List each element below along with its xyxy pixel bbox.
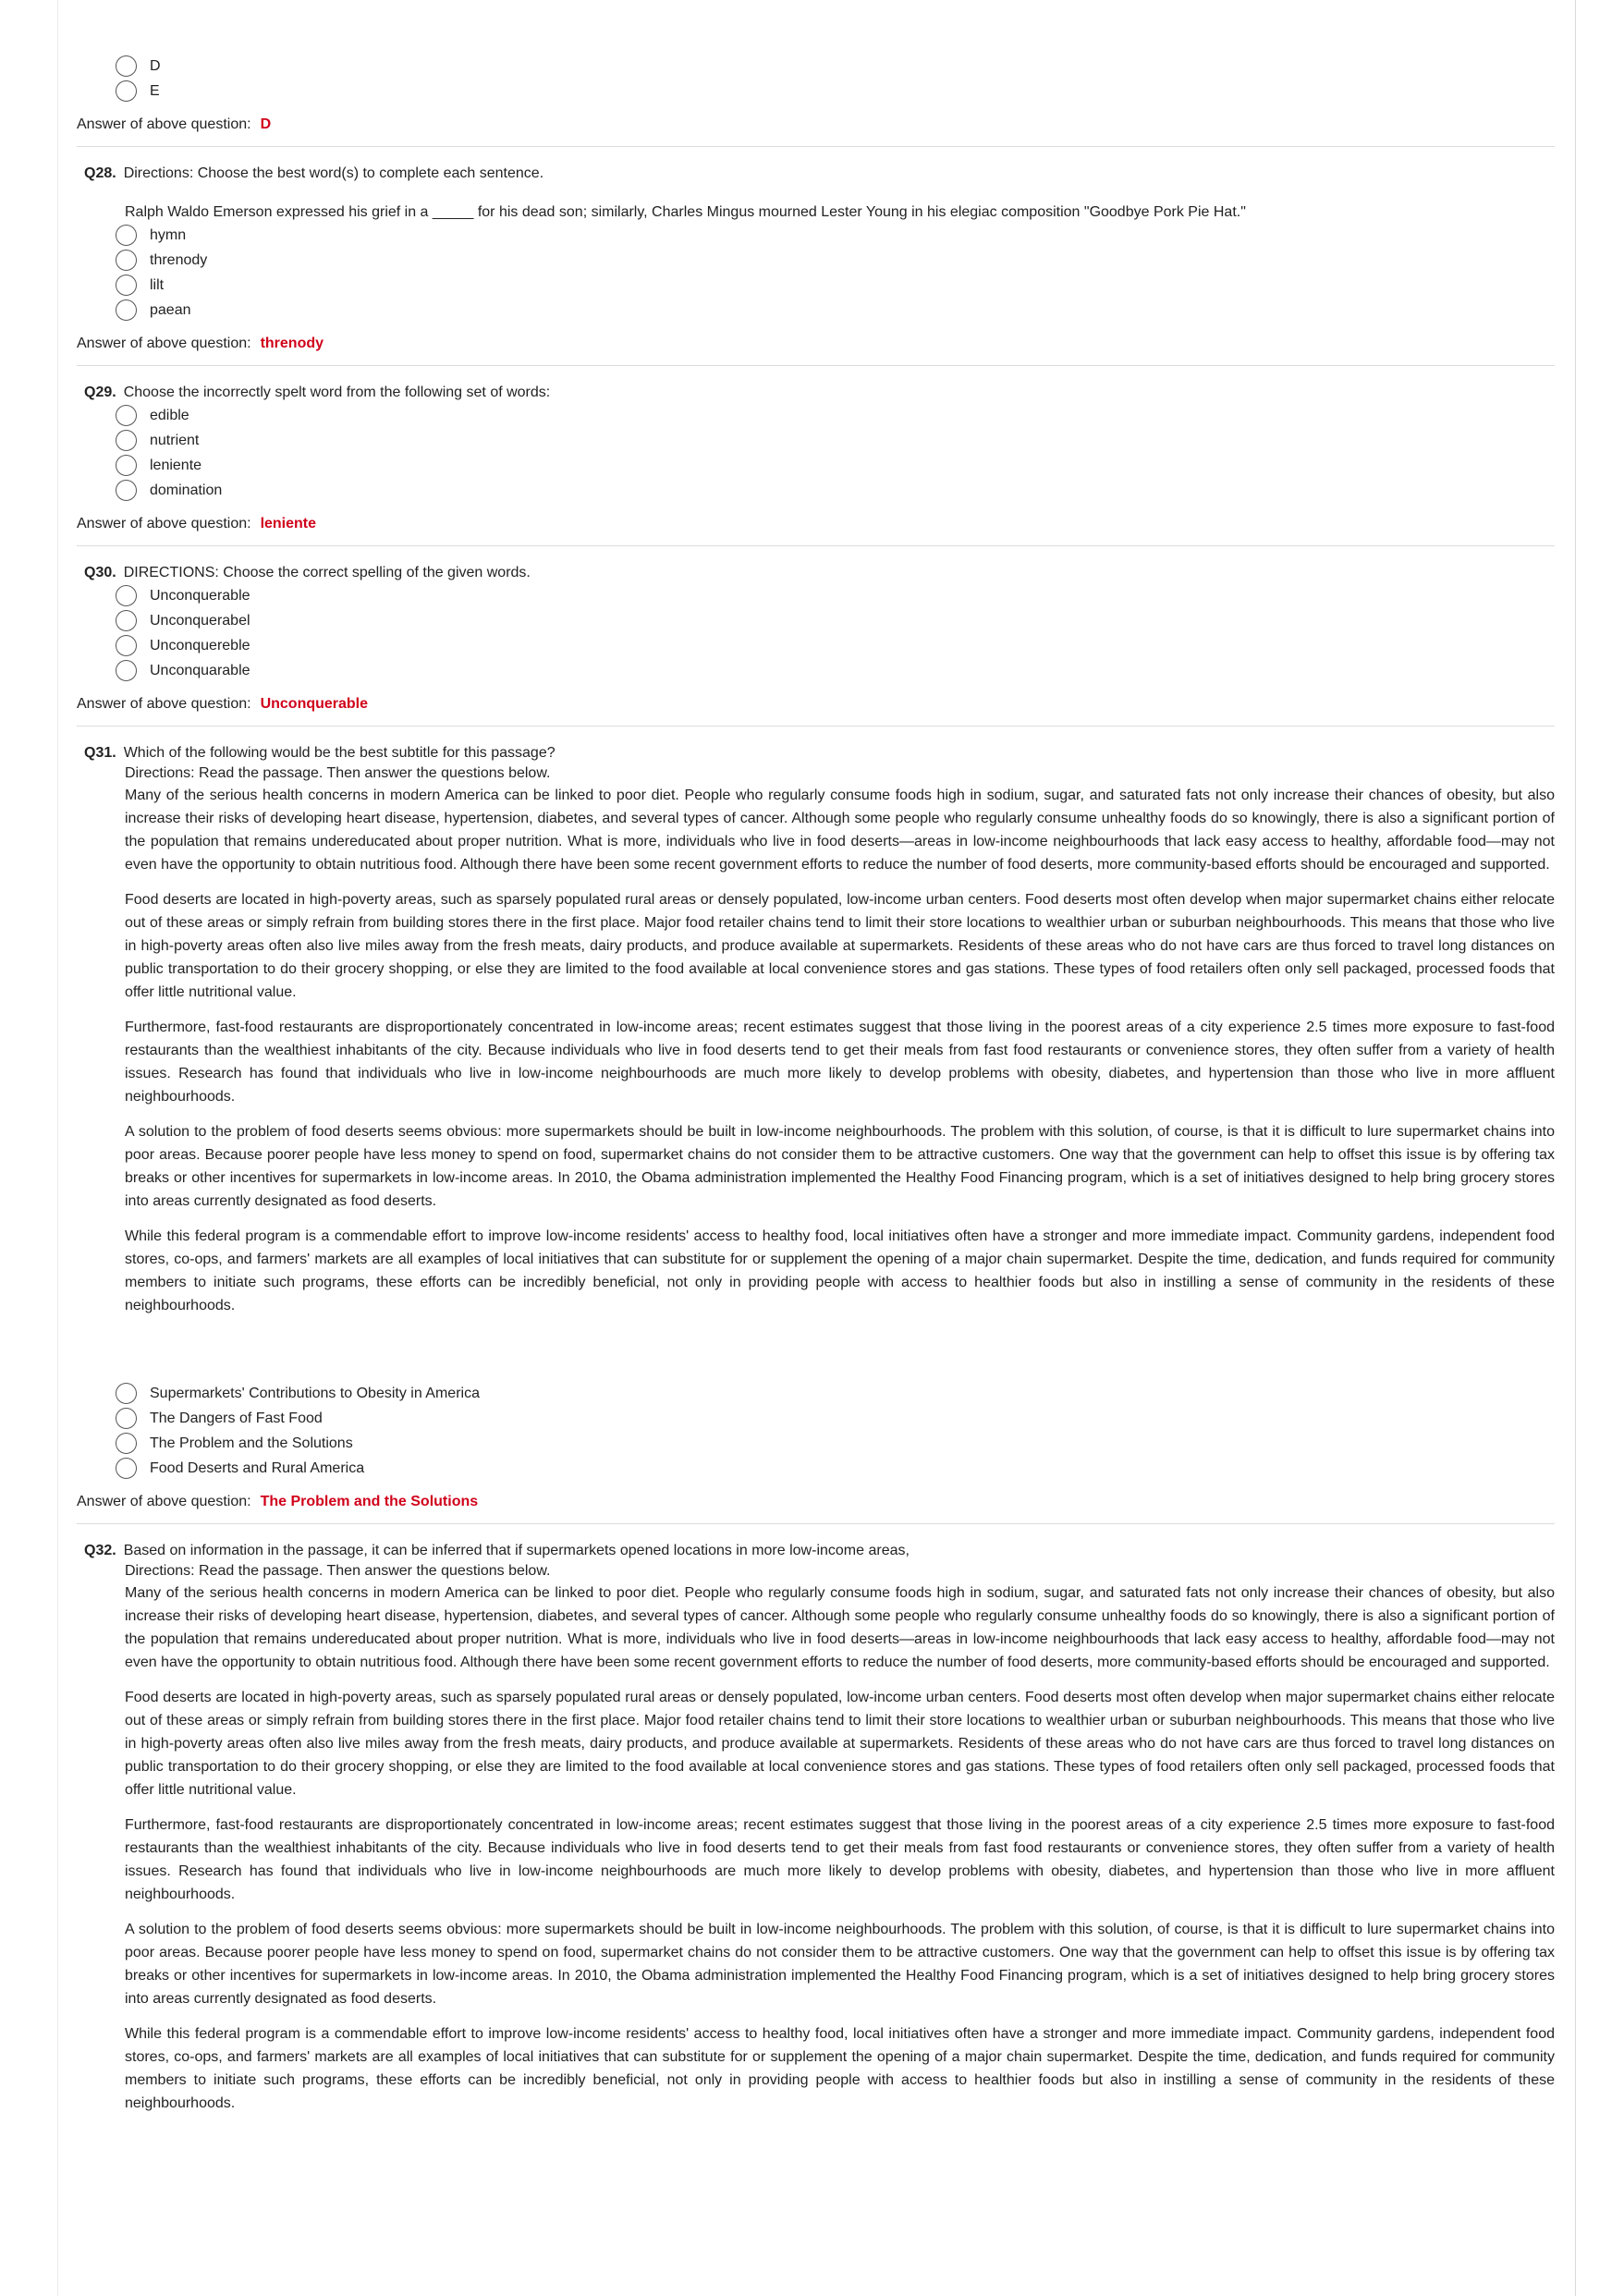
answer-line [77, 336, 1555, 352]
question-prompt: DIRECTIONS: Choose the correct spelling of the given words. [123, 565, 531, 580]
page-content [77, 54, 1555, 2127]
answer-value: Unconquerable [260, 696, 369, 712]
passage-paragraph: While this federal program is a commendable effort to improve low-income residents' access to healthy food, local initiatives often have a stronger and more immediate impact. Community gardens, independent food stores, co-ops, and farmers' markets are all examples of local initiatives that can substitute for or supplement the opening of a major chain supermarket. Despite the time, dedication, and funds required for community members to initiate such programs, these efforts can be incredibly beneficial, not only in providing people with access to healthier foods but also in instilling a sense of community in the residents of these neighbourhoods. [125, 1228, 1555, 1313]
option-label: Unconquarable [150, 662, 250, 678]
passage-paragraph: Many of the serious health concerns in modern America can be linked to poor diet. People who regularly consume foods high in sodium, sugar, and saturated fats not only increase their chances of obesity, but also increase their risks of developing heart disease, hypertension, diabetes, and several types of cancer. Although some people who regularly consume unhealthy foods do so knowingly, there is also a significant portion of the population that remains undereducated about proper nutrition. What is more, individuals who live in food deserts—areas in low-income neighbourhoods that lack easy access to healthy, affordable food—may not even have the opportunity to obtain nutritious food. Although there have been some recent government efforts to reduce the number of food deserts, more community-based efforts should be encouraged and supported. [125, 788, 1555, 873]
radio-button[interactable] [116, 55, 137, 77]
radio-button[interactable] [116, 275, 137, 296]
option-row[interactable] [77, 608, 1555, 633]
question-number: Q30. [84, 565, 116, 580]
answer-value: D [260, 116, 272, 132]
option-row[interactable] [77, 54, 1555, 79]
option-row[interactable] [77, 248, 1555, 273]
option-row[interactable] [77, 273, 1555, 298]
passage-paragraph: A solution to the problem of food deserts seems obvious: more supermarkets should be built in low-income neighbourhoods. The problem with this solution, of course, is that it is difficult to lure supermarket chains into poor areas. Because poorer people have less money to spend on food, supermarket chains do not consider them to be attractive customers. One way that the government can help to offset this issue is by offering tax breaks or other incentives for supermarkets in low-income areas. In 2010, the Obama administration implemented the Healthy Food Financing program, which is a set of initiatives designed to help bring grocery stores into areas currently designated as food deserts. [125, 1922, 1555, 2007]
option-row[interactable] [77, 1431, 1555, 1456]
answer-line [77, 696, 1555, 713]
answer-label: Answer of above question: [77, 116, 251, 132]
passage-directions: Directions: Read the passage. Then answer the questions below. [125, 1563, 551, 1579]
option-label: The Problem and the Solutions [150, 1435, 353, 1451]
divider [77, 545, 1555, 546]
option-label: lilt [150, 276, 165, 293]
option-label: paean [150, 301, 191, 318]
radio-button[interactable] [116, 610, 137, 631]
option-row[interactable] [77, 1381, 1555, 1406]
divider [77, 365, 1555, 366]
option-row[interactable] [77, 478, 1555, 503]
option-label: nutrient [150, 432, 200, 448]
answer-label: Answer of above question: [77, 1494, 251, 1509]
passage-directions: Directions: Read the passage. Then answer the questions below. [125, 765, 551, 781]
answer-value: threnody [260, 336, 324, 351]
question-29 [77, 383, 1555, 532]
passage-paragraph: A solution to the problem of food deserts seems obvious: more supermarkets should be built in low-income neighbourhoods. The problem with this solution, of course, is that it is difficult to lure supermarket chains into poor areas. Because poorer people have less money to spend on food, supermarket chains do not consider them to be attractive customers. One way that the government can help to offset this issue is by offering tax breaks or other incentives for supermarkets in low-income areas. In 2010, the Obama administration implemented the Healthy Food Financing program, which is a set of initiatives designed to help bring grocery stores into areas currently designated as food deserts. [125, 1124, 1555, 1209]
radio-button[interactable] [116, 455, 137, 476]
option-row[interactable] [77, 223, 1555, 248]
radio-button[interactable] [116, 1458, 137, 1479]
option-row[interactable] [77, 403, 1555, 428]
option-row[interactable] [77, 1406, 1555, 1431]
option-label: hymn [150, 226, 187, 243]
divider [77, 1523, 1555, 1524]
radio-button[interactable] [116, 585, 137, 606]
question-32 [77, 1541, 1555, 2115]
answer-label: Answer of above question: [77, 516, 251, 531]
question-number: Q32. [84, 1543, 116, 1558]
option-label: Supermarkets' Contributions to Obesity in America [150, 1385, 480, 1401]
option-row[interactable] [77, 428, 1555, 453]
question-sentence: Ralph Waldo Emerson expressed his grief in a _____ for his dead son; similarly, Charles Mingus mourned Lester Young in his elegiac composition "Goodbye Pork Pie Hat." [125, 204, 1246, 220]
answer-line [77, 116, 1555, 133]
answer-line [77, 516, 1555, 532]
option-label: domination [150, 482, 223, 498]
question-prompt: Choose the incorrectly spelt word from the following set of words: [123, 385, 551, 400]
option-row[interactable] [77, 658, 1555, 683]
radio-button[interactable] [116, 250, 137, 271]
radio-button[interactable] [116, 1383, 137, 1404]
option-row[interactable] [77, 79, 1555, 104]
option-label: Unconquerabel [150, 612, 250, 629]
option-label: Food Deserts and Rural America [150, 1459, 365, 1476]
radio-button[interactable] [116, 1408, 137, 1429]
radio-button[interactable] [116, 430, 137, 451]
worksheet-page [57, 0, 1576, 2296]
radio-button[interactable] [116, 1433, 137, 1454]
answer-label: Answer of above question: [77, 696, 251, 712]
divider [77, 146, 1555, 147]
question-number: Q31. [84, 745, 116, 761]
radio-button[interactable] [116, 80, 137, 102]
question-30 [77, 563, 1555, 713]
answer-line [77, 1494, 1555, 1510]
passage-paragraph: While this federal program is a commendable effort to improve low-income residents' access to healthy food, local initiatives often have a stronger and more immediate impact. Community gardens, independent food stores, co-ops, and farmers' markets are all examples of local initiatives that can substitute for or supplement the opening of a major chain supermarket. Despite the time, dedication, and funds required for community members to initiate such programs, these efforts can be incredibly beneficial, not only in providing people with access to healthier foods but also in instilling a sense of community in the residents of these neighbourhoods. [125, 2026, 1555, 2111]
question-28 [77, 164, 1555, 352]
passage [77, 763, 1555, 1317]
question-31 [77, 743, 1555, 1510]
option-label: Unconquerable [150, 587, 250, 604]
passage-paragraph: Furthermore, fast-food restaurants are disproportionately concentrated in low-income areas; recent estimates suggest that those living in the poorest areas of a city experience 2.5 times more exposure to fast-food restaurants than the wealthiest inhabitants of the city. Because individuals who live in food deserts tend to get their meals from fast food restaurants or convenience stores, they often suffer from a variety of health issues. Research has found that individuals who live in low-income neighbourhoods are much more likely to develop problems with obesity, diabetes, and hypertension than those who live in more affluent neighbourhoods. [125, 1020, 1555, 1105]
passage-paragraph: Many of the serious health concerns in modern America can be linked to poor diet. People who regularly consume foods high in sodium, sugar, and saturated fats not only increase their chances of obesity, but also increase their risks of developing heart disease, hypertension, diabetes, and several types of cancer. Although some people who regularly consume unhealthy foods do so knowingly, there is also a significant portion of the population that remains undereducated about proper nutrition. What is more, individuals who live in food deserts—areas in low-income neighbourhoods that lack easy access to healthy, affordable food—may not even have the opportunity to obtain nutritious food. Although there have been some recent government efforts to reduce the number of food deserts, more community-based efforts should be encouraged and supported. [125, 1585, 1555, 1670]
question-prompt: Which of the following would be the best subtitle for this passage? [123, 745, 556, 761]
radio-button[interactable] [116, 405, 137, 426]
question-number: Q29. [84, 385, 116, 400]
radio-button[interactable] [116, 480, 137, 501]
option-row[interactable] [77, 633, 1555, 658]
radio-button[interactable] [116, 299, 137, 321]
option-label: Unconquereble [150, 637, 250, 653]
option-row[interactable] [77, 583, 1555, 608]
passage [77, 1561, 1555, 2115]
answer-label: Answer of above question: [77, 336, 251, 351]
option-label: The Dangers of Fast Food [150, 1410, 323, 1426]
option-label: edible [150, 407, 189, 423]
option-label: D [150, 57, 161, 74]
question-number: Q28. [84, 165, 116, 181]
option-row[interactable] [77, 298, 1555, 323]
prev-question [77, 54, 1555, 133]
divider [77, 726, 1555, 727]
answer-value: The Problem and the Solutions [260, 1494, 479, 1509]
question-directions: Directions: Choose the best word(s) to complete each sentence. [123, 165, 544, 181]
radio-button[interactable] [116, 635, 137, 656]
option-row[interactable] [77, 1456, 1555, 1481]
question-prompt: Based on information in the passage, it can be inferred that if supermarkets opened locations in more low-income areas, [123, 1543, 910, 1558]
answer-value: leniente [260, 516, 317, 531]
option-label: E [150, 82, 160, 99]
passage-paragraph: Furthermore, fast-food restaurants are disproportionately concentrated in low-income areas; recent estimates suggest that those living in the poorest areas of a city experience 2.5 times more exposure to fast-food restaurants than the wealthiest inhabitants of the city. Because individuals who live in food deserts tend to get their meals from fast food restaurants or convenience stores, they often suffer from a variety of health issues. Research has found that individuals who live in low-income neighbourhoods are much more likely to develop problems with obesity, diabetes, and hypertension than those who live in more affluent neighbourhoods. [125, 1817, 1555, 1902]
radio-button[interactable] [116, 225, 137, 246]
option-label: leniente [150, 457, 202, 473]
option-row[interactable] [77, 453, 1555, 478]
passage-paragraph: Food deserts are located in high-poverty areas, such as sparsely populated rural areas or densely populated, low-income urban centers. Food deserts most often develop when major supermarket chains either relocate out of these areas or simply refrain from building stores there in the first place. Major food retailer chains tend to limit their store locations to wealthier urban or suburban neighbourhoods. This means that those who live in high-poverty areas often also live miles away from the fresh meats, dairy products, and produce available at supermarkets. Residents of these areas who do not have cars are thus forced to travel long distances on public transportation to do their grocery shopping, or else they are limited to the food available at local convenience stores and gas stations. These types of food retailers often only sell packaged, processed foods that offer little nutritional value. [125, 892, 1555, 1000]
radio-button[interactable] [116, 660, 137, 681]
passage-paragraph: Food deserts are located in high-poverty areas, such as sparsely populated rural areas or densely populated, low-income urban centers. Food deserts most often develop when major supermarket chains either relocate out of these areas or simply refrain from building stores there in the first place. Major food retailer chains tend to limit their store locations to wealthier urban or suburban neighbourhoods. This means that those who live in high-poverty areas often also live miles away from the fresh meats, dairy products, and produce available at supermarkets. Residents of these areas who do not have cars are thus forced to travel long distances on public transportation to do their grocery shopping, or else they are limited to the food available at local convenience stores and gas stations. These types of food retailers often only sell packaged, processed foods that offer little nutritional value. [125, 1690, 1555, 1798]
option-label: threnody [150, 251, 208, 268]
